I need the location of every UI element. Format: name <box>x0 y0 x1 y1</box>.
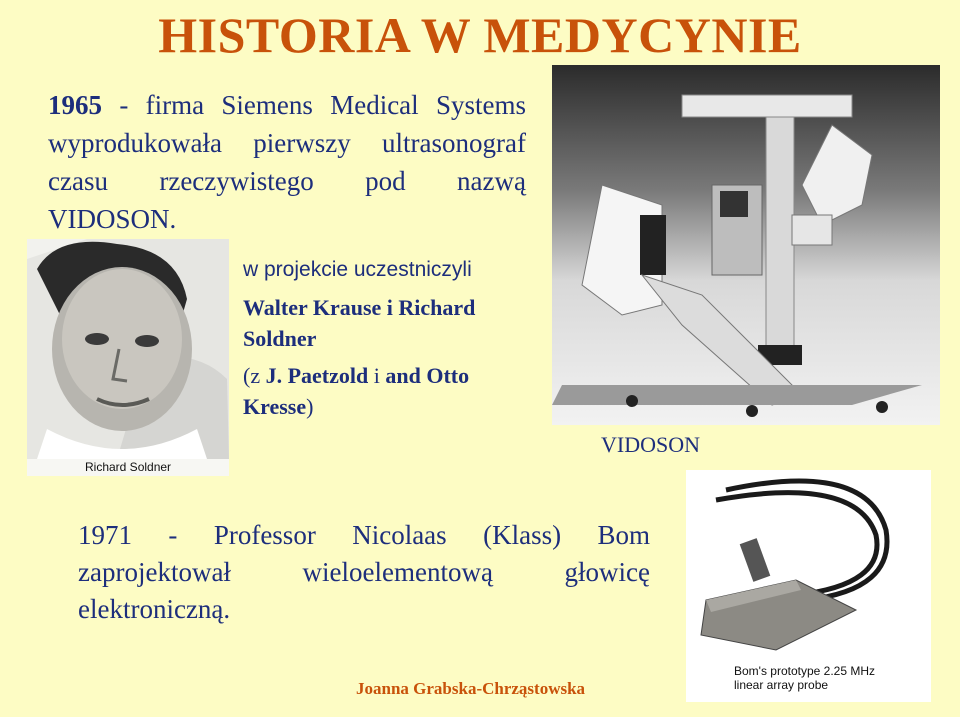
paragraph-1971 <box>78 517 650 628</box>
probe-photo-caption <box>734 664 875 692</box>
vidoson-photo <box>552 65 940 425</box>
extra-close: ) <box>306 394 314 419</box>
paragraph-1965-text: - firma Siemens Medical Systems wyprodukowała pierwszy ultrasonograf czasu rzeczywistego pod nazwą VIDOSON. <box>48 90 526 234</box>
author-footer: Joanna Grabska-Chrząstowska <box>356 679 586 698</box>
year-1971: 1971 <box>78 520 132 550</box>
contributors-intro: w projekcie uczestniczyli <box>243 258 472 281</box>
extra-name-paetzold: J. Paetzold <box>265 363 369 388</box>
vidoson-device-icon <box>552 65 940 425</box>
probe-caption-line2: linear array probe <box>734 678 829 692</box>
contributors-names: Walter Krause i Richard Soldner <box>243 295 476 351</box>
year-1965: 1965 <box>48 90 102 120</box>
probe-caption-line1: Bom's prototype 2.25 MHz <box>734 664 876 678</box>
probe-photo <box>686 470 931 702</box>
soldner-photo-caption: Richard Soldner <box>85 460 172 474</box>
vidoson-caption: VIDOSON <box>601 432 700 457</box>
probe-icon <box>686 470 931 660</box>
soldner-portrait-icon <box>27 239 229 459</box>
page-title: HISTORIA W MEDYCYNIE <box>158 7 802 63</box>
contributors-extra <box>243 360 543 422</box>
extra-open: (z <box>243 363 266 388</box>
soldner-photo <box>27 239 229 476</box>
extra-name-kresse: and Otto Kresse <box>243 363 470 419</box>
contributors-block <box>243 258 543 422</box>
extra-mid: i <box>368 363 386 388</box>
paragraph-1965 <box>48 86 526 238</box>
paragraph-1971-text: - Professor Nicolaas (Klass) Bom zaprojektował wieloelementową głowicę elektroniczną. <box>78 520 650 624</box>
